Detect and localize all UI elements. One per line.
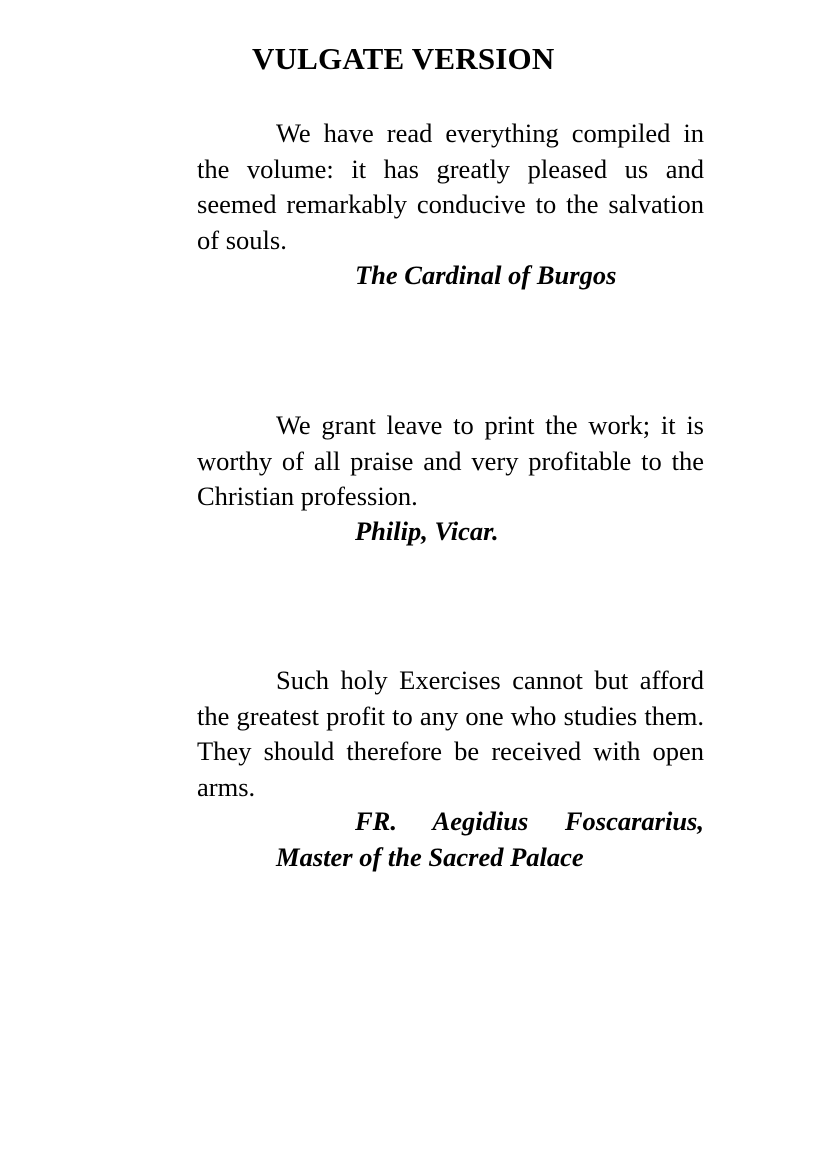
approval-text: We have read everything compiled in the volume: it has greatly pleased us and seemed remarkably conducive to the salvation of souls. [197,118,704,255]
approval-signature: FR. Aegidius Foscararius, [355,806,704,836]
approval-text: We grant leave to print the work; it is worthy of all praise and very profitable to the Christian profession. [197,410,704,511]
approval-signature-title: Master of the Sacred Palace [276,842,584,872]
approval-signature: The Cardinal of Burgos [355,260,617,290]
approval-text: Such holy Exercises cannot but afford the greatest profit to any one who studies them. They should therefore be received with open arms. [197,665,704,802]
page-title: VULGATE VERSION [252,41,555,76]
approval-signature: Philip, Vicar. [355,516,499,546]
